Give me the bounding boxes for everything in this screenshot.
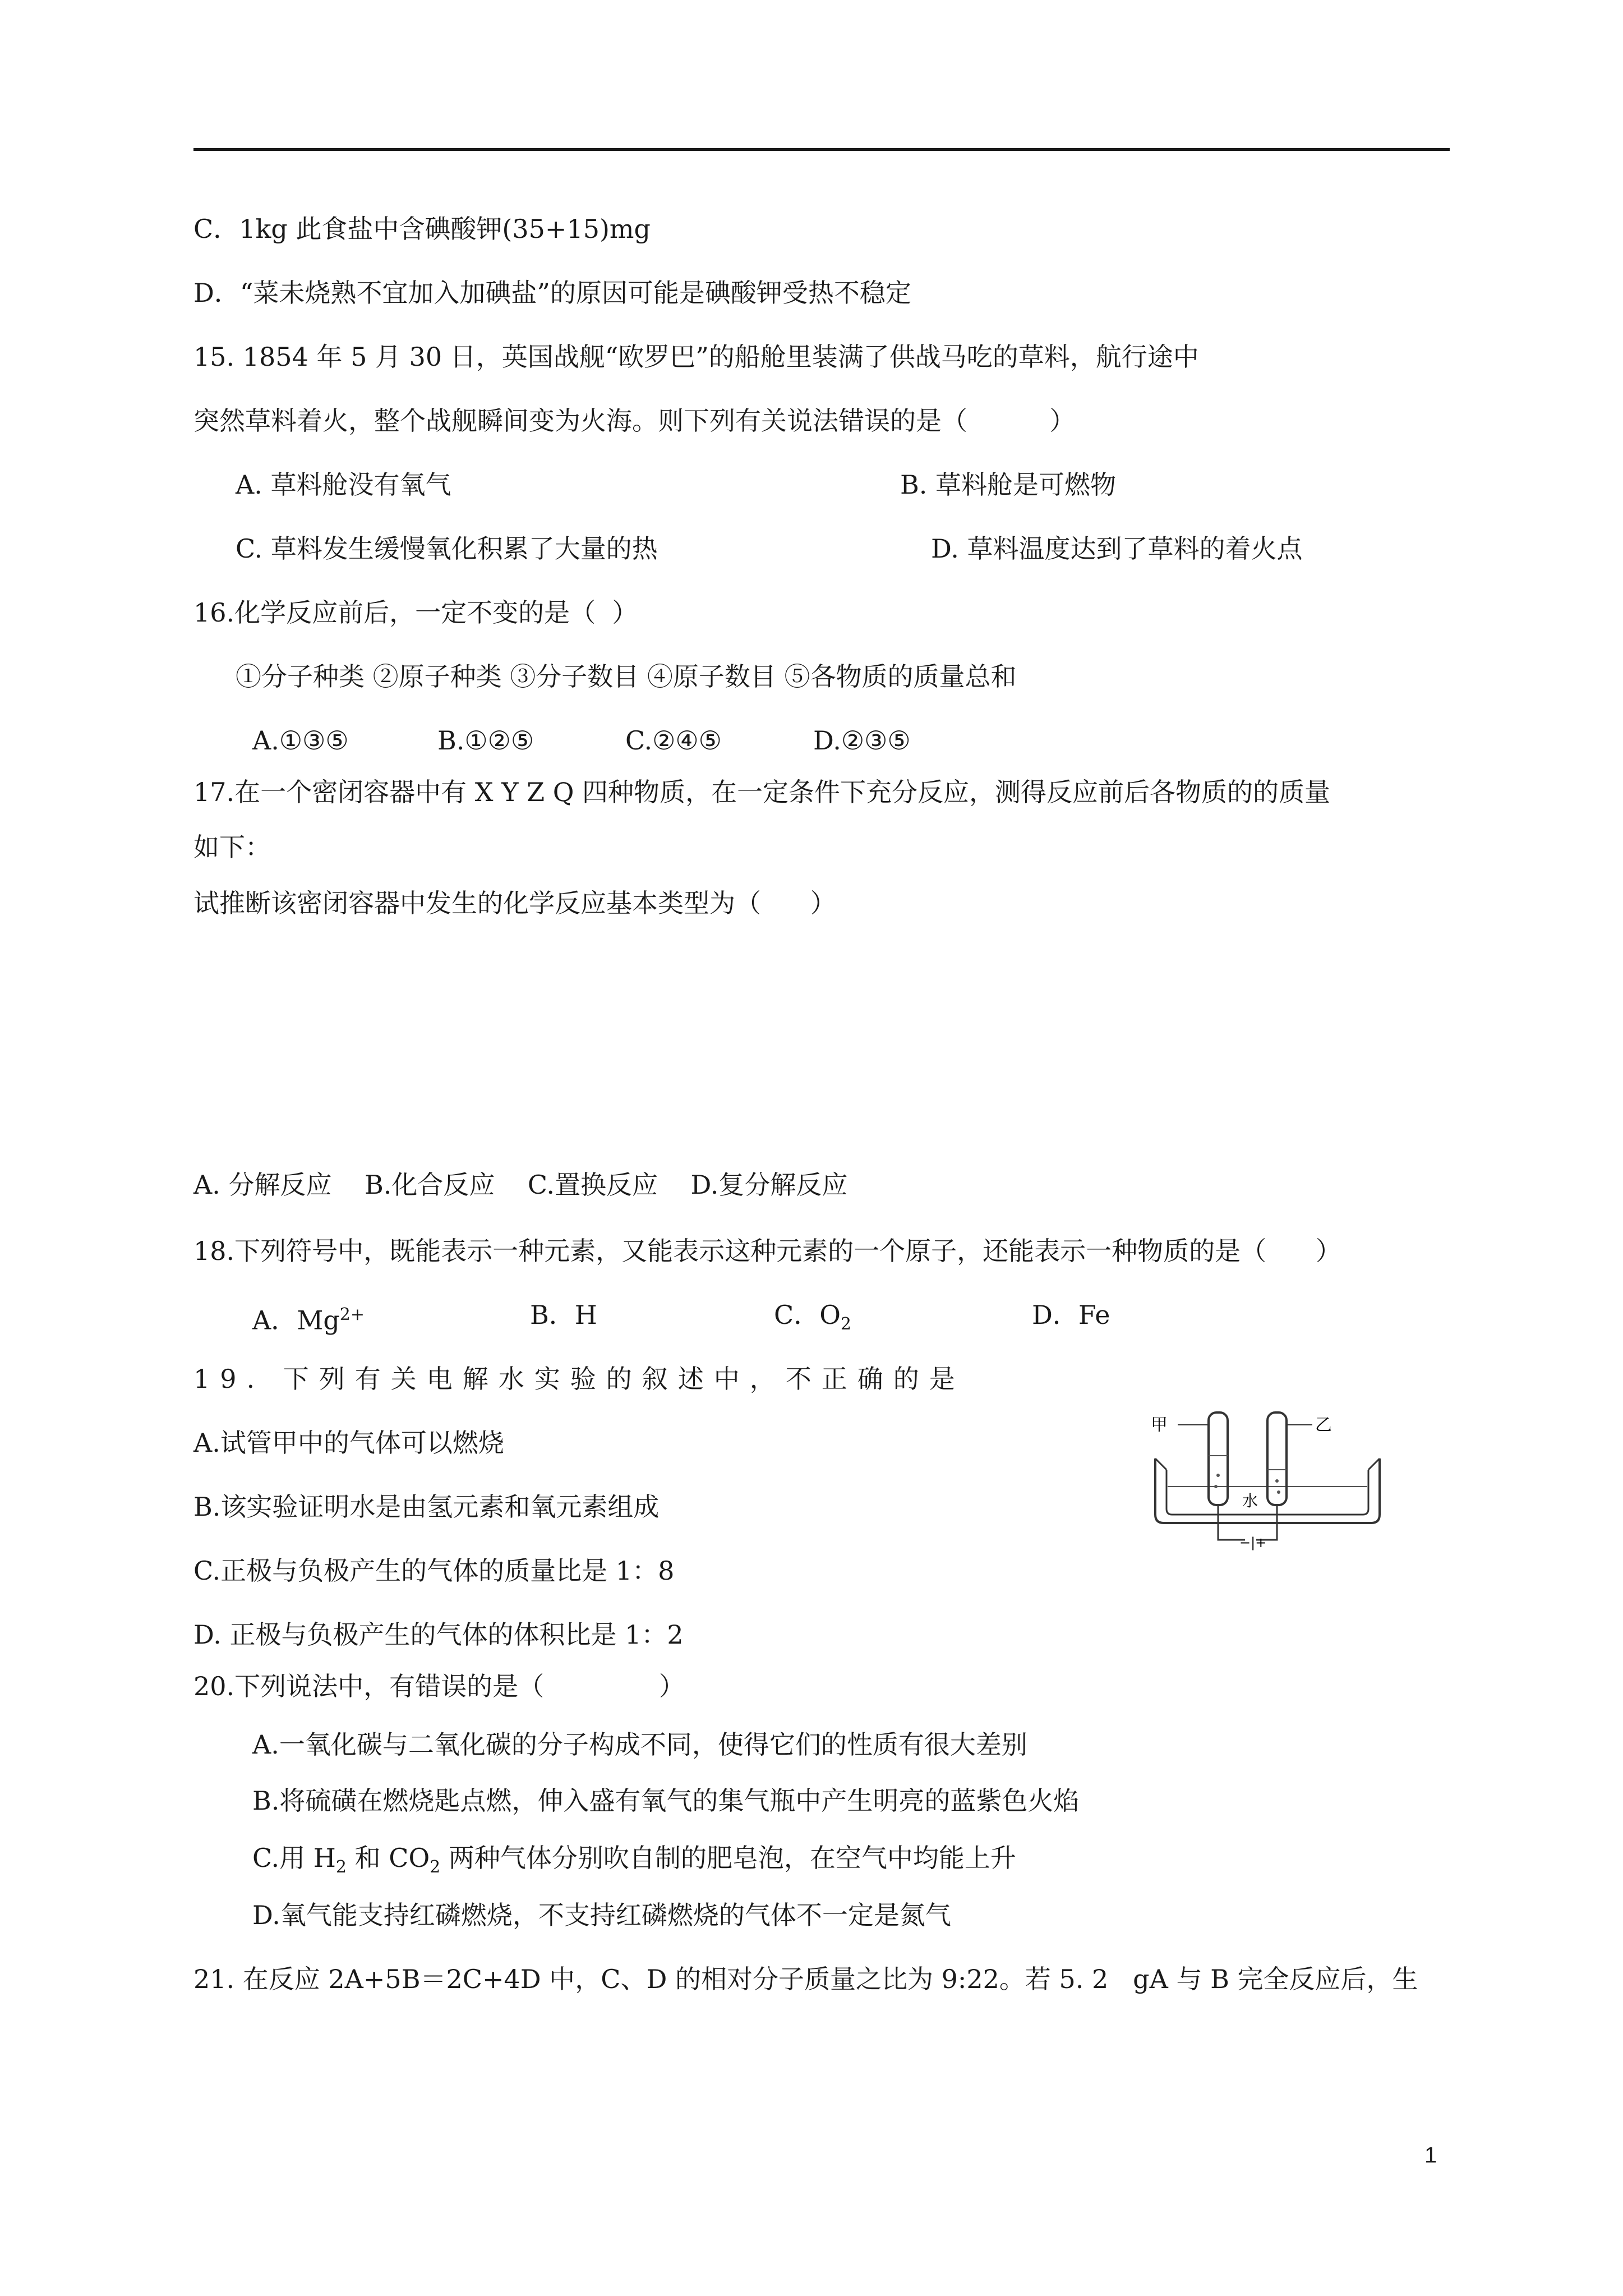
q16-stem: 16.化学反应前后，一定不变的是（ ）: [193, 597, 638, 628]
header-rule: [193, 148, 1450, 151]
q20-stem: 20.下列说法中，有错误的是（ ）: [193, 1671, 685, 1701]
q17-stem-line1: 17.在一个密闭容器中有 X Y Z Q 四种物质，在一定条件下充分反应，测得反应前后各物质的的质量: [193, 777, 1331, 807]
q16-option-a: A.①③⑤: [252, 725, 349, 756]
q17-options: A. 分解反应 B.化合反应 C.置换反应 D.复分解反应: [193, 1170, 848, 1200]
q16-option-d: D.②③⑤: [813, 725, 911, 756]
q21-stem: 21. 在反应 2A+5B＝2C+4D 中，C、D 的相对分子质量之比为 9:22。若 5. 2 gA 与 B 完全反应后，生: [193, 1964, 1418, 1994]
q16-option-c: C.②④⑤: [625, 725, 722, 756]
battery-symbol: −|+: [1239, 1535, 1267, 1550]
q17-stem-line2: 如下：: [193, 832, 271, 862]
q16-items: ①分子种类 ②原子种类 ③分子数目 ④原子数目 ⑤各物质的质量总和: [236, 661, 1017, 692]
q19-option-c: C.正极与负极产生的气体的质量比是 1：8: [193, 1556, 675, 1586]
q15-option-b: B. 草料舱是可燃物: [900, 470, 1117, 500]
q19-option-b: B.该实验证明水是由氢元素和氧元素组成: [193, 1492, 660, 1522]
q18-option-c: C．$O_2$: [774, 1300, 852, 1335]
q15-stem-line1: 15. 1854 年 5 月 30 日，英国战舰“欧罗巴”的船舱里装满了供战马吃的草料，航行途中: [193, 342, 1199, 372]
q19-stem: 19. 下列有关电解水实验的叙述中，不正确的是: [193, 1364, 965, 1394]
q18-option-a: A．$Mg^{2+}$: [252, 1305, 365, 1336]
water-label: 水: [1242, 1492, 1258, 1510]
tube-label-jia: 甲: [1151, 1415, 1168, 1435]
q15-option-d: D. 草料温度达到了草料的着火点: [931, 533, 1303, 564]
q15-stem-line2: 突然草料着火，整个战舰瞬间变为火海。则下列有关说法错误的是（ ）: [193, 406, 1076, 436]
q20-option-a: A.一氧化碳与二氧化碳的分子构成不同，使得它们的性质有很大差别: [252, 1729, 1027, 1760]
q16-option-b: B.①②⑤: [437, 725, 534, 756]
q17-stem-line3: 试推断该密闭容器中发生的化学反应基本类型为（ ）: [193, 888, 836, 918]
tube-label-yi: 乙: [1315, 1415, 1332, 1435]
q19-option-d: D. 正极与负极产生的气体的体积比是 1：2: [193, 1619, 684, 1650]
q15-option-c: C. 草料发生缓慢氧化积累了大量的热: [236, 533, 658, 564]
q20-option-d: D.氧气能支持红磷燃烧，不支持红磷燃烧的气体不一定是氮气: [252, 1900, 951, 1930]
page-number: 1: [1424, 2143, 1437, 2168]
q18-option-d: D．Fe: [1032, 1300, 1110, 1330]
q14-option-c: C．1kg 此食盐中含碘酸钾(35+15)mg: [193, 214, 651, 244]
q15-option-a: A. 草料舱没有氧气: [236, 470, 451, 500]
electrolysis-apparatus-figure: [1144, 1402, 1396, 1554]
q20-option-c: C.用 $H_2$ 和 $CO_2$ 两种气体分别吹自制的肥皂泡，在空气中均能上升: [252, 1843, 1016, 1878]
q20-option-b: B.将硫磺在燃烧匙点燃，伸入盛有氧气的集气瓶中产生明亮的蓝紫色火焰: [252, 1786, 1080, 1816]
q14-option-d: D．“菜未烧熟不宜加入加碘盐”的原因可能是碘酸钾受热不稳定: [193, 278, 911, 308]
q18-option-b: B．H: [530, 1300, 597, 1330]
q18-stem: 18.下列符号中，既能表示一种元素，又能表示这种元素的一个原子，还能表示一种物质的是（ ）: [193, 1236, 1341, 1266]
q19-option-a: A.试管甲中的气体可以燃烧: [193, 1428, 504, 1458]
